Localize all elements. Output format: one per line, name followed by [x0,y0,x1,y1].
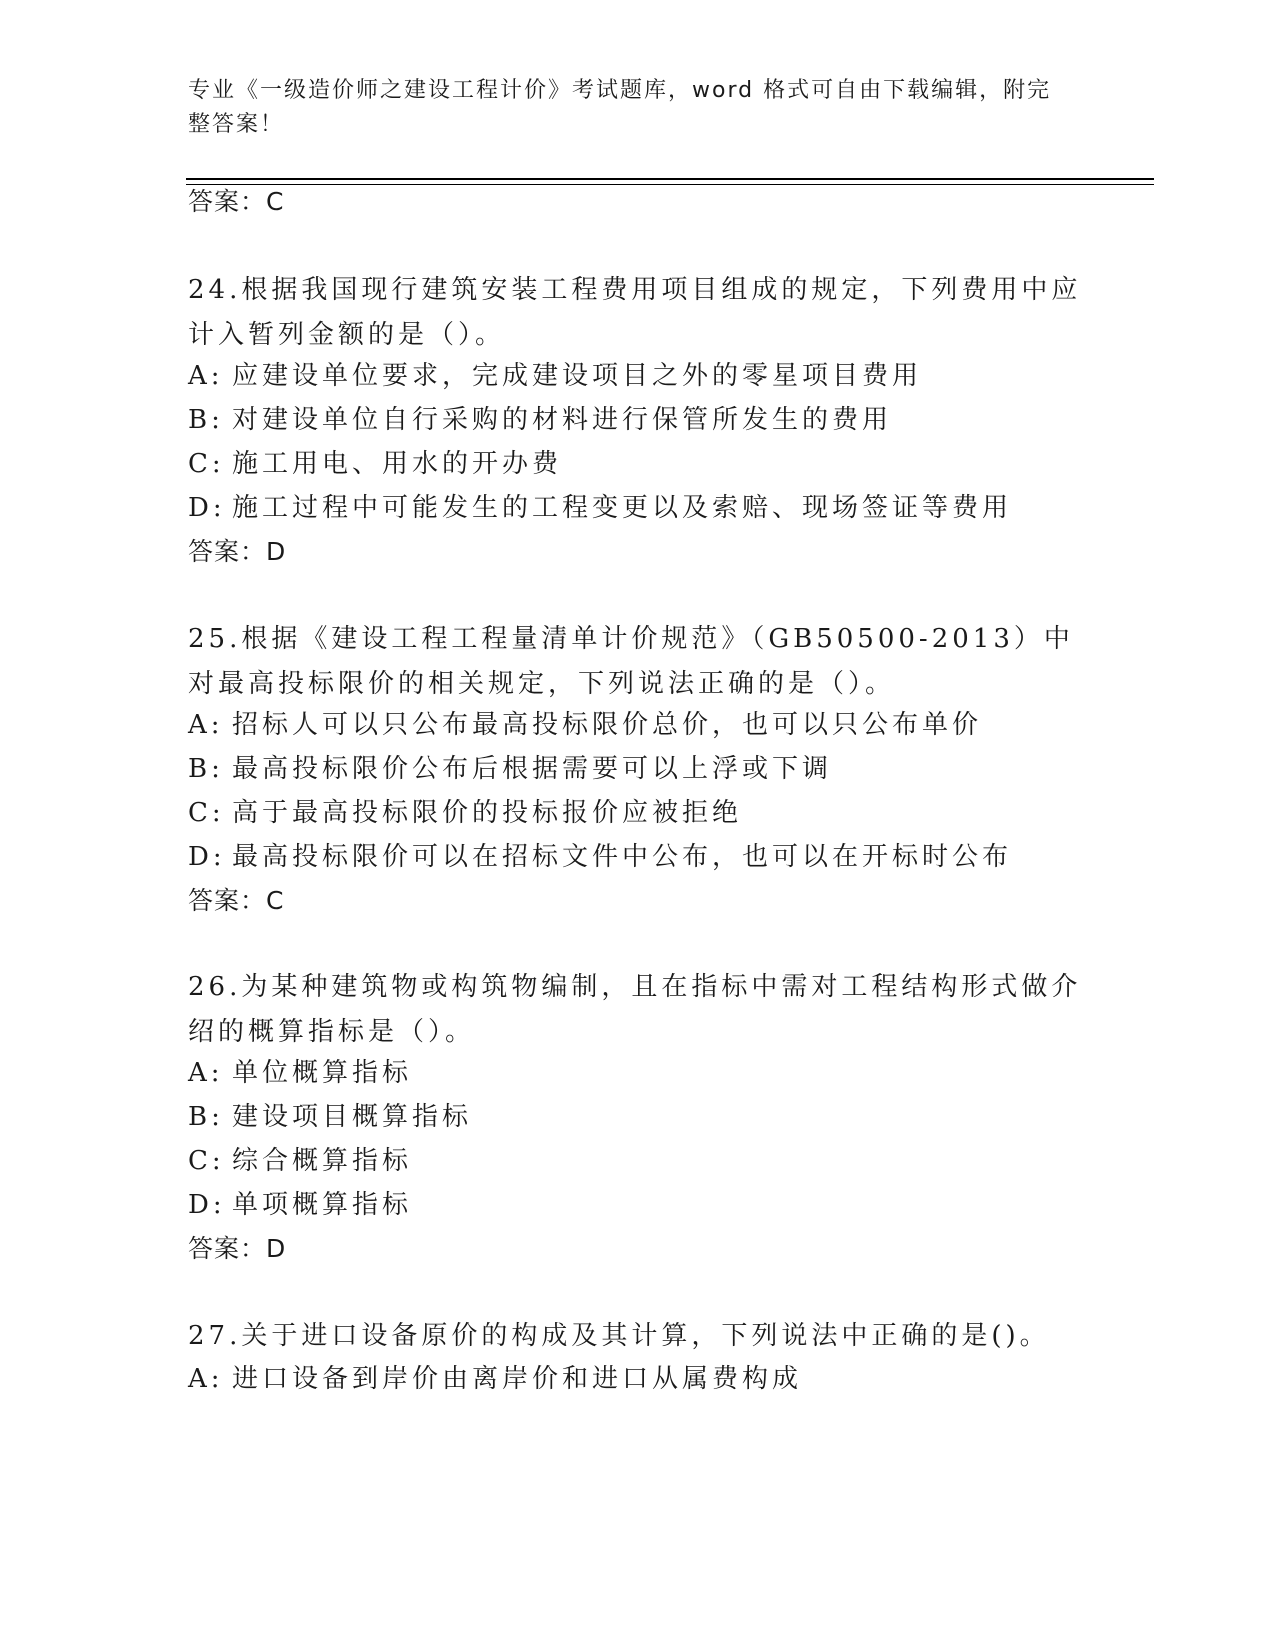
question-26-stem: 26.为某种建筑物或构筑物编制，且在指标中需对工程结构形式做介绍的概算指标是（）。 [188,972,1082,1047]
option-text: 应建设单位要求，完成建设项目之外的零星项目费用 [232,361,923,391]
option-text: 建设项目概算指标 [232,1102,473,1132]
option-letter: C: [188,449,225,479]
option-text: 最高投标限价公布后根据需要可以上浮或下调 [232,754,833,784]
option-letter: D: [188,842,226,872]
option-letter: A: [188,1364,224,1394]
option-letter: B: [188,754,224,784]
option-letter: A: [188,1058,224,1088]
option-letter: B: [188,405,224,435]
option-letter: D: [188,493,226,523]
option-text: 招标人可以只公布最高投标限价总价，也可以只公布单价 [232,710,983,740]
question-24-option-b [188,405,1108,435]
question-25-option-c [188,798,1108,828]
question-27-stem: 27.关于进口设备原价的构成及其计算，下列说法中正确的是()。 [188,1321,1050,1351]
question-26-option-b [188,1102,1108,1132]
option-letter: A: [188,710,224,740]
option-text: 综合概算指标 [232,1146,413,1176]
question-26-option-c [188,1146,1108,1176]
question-24-option-a [188,361,1108,391]
question-25-option-a [188,710,1108,740]
question-25-option-d [188,842,1108,872]
header-rule-thin [186,184,1154,185]
option-text: 高于最高投标限价的投标报价应被拒绝 [232,798,743,828]
option-text: 单位概算指标 [232,1058,413,1088]
question-24-option-d [188,493,1108,523]
answer-23: 答案：C [188,187,285,216]
option-text: 对建设单位自行采购的材料进行保管所发生的费用 [232,405,893,435]
question-27-option-a [188,1364,1108,1394]
option-letter: A: [188,361,224,391]
answer-24: 答案：D [188,537,287,566]
option-letter: C: [188,1146,225,1176]
option-letter: D: [188,1190,226,1220]
option-text: 施工用电、用水的开办费 [232,449,563,479]
question-25-stem: 25.根据《建设工程工程量清单计价规范》（GB50500-2013）中对最高投标限价的相关规定，下列说法正确的是（）。 [188,624,1074,699]
option-text: 进口设备到岸价由离岸价和进口从属费构成 [232,1364,803,1394]
option-letter: C: [188,798,225,828]
document-header: 专业《一级造价师之建设工程计价》考试题库，word 格式可自由下载编辑，附完整答案！ [188,78,1052,137]
answer-25: 答案：C [188,886,285,915]
option-text: 单项概算指标 [232,1190,413,1220]
question-25-option-b [188,754,1108,784]
header-rule-thick [186,178,1154,180]
option-letter: B: [188,1102,224,1132]
question-26-option-d [188,1190,1108,1220]
answer-26: 答案：D [188,1234,287,1263]
option-text: 最高投标限价可以在招标文件中公布，也可以在开标时公布 [232,842,1013,872]
question-24-option-c [188,449,1108,479]
question-26-option-a [188,1058,1108,1088]
option-text: 施工过程中可能发生的工程变更以及索赔、现场签证等费用 [232,493,1013,523]
question-24-stem: 24.根据我国现行建筑安装工程费用项目组成的规定，下列费用中应计入暂列金额的是（）。 [188,275,1082,350]
